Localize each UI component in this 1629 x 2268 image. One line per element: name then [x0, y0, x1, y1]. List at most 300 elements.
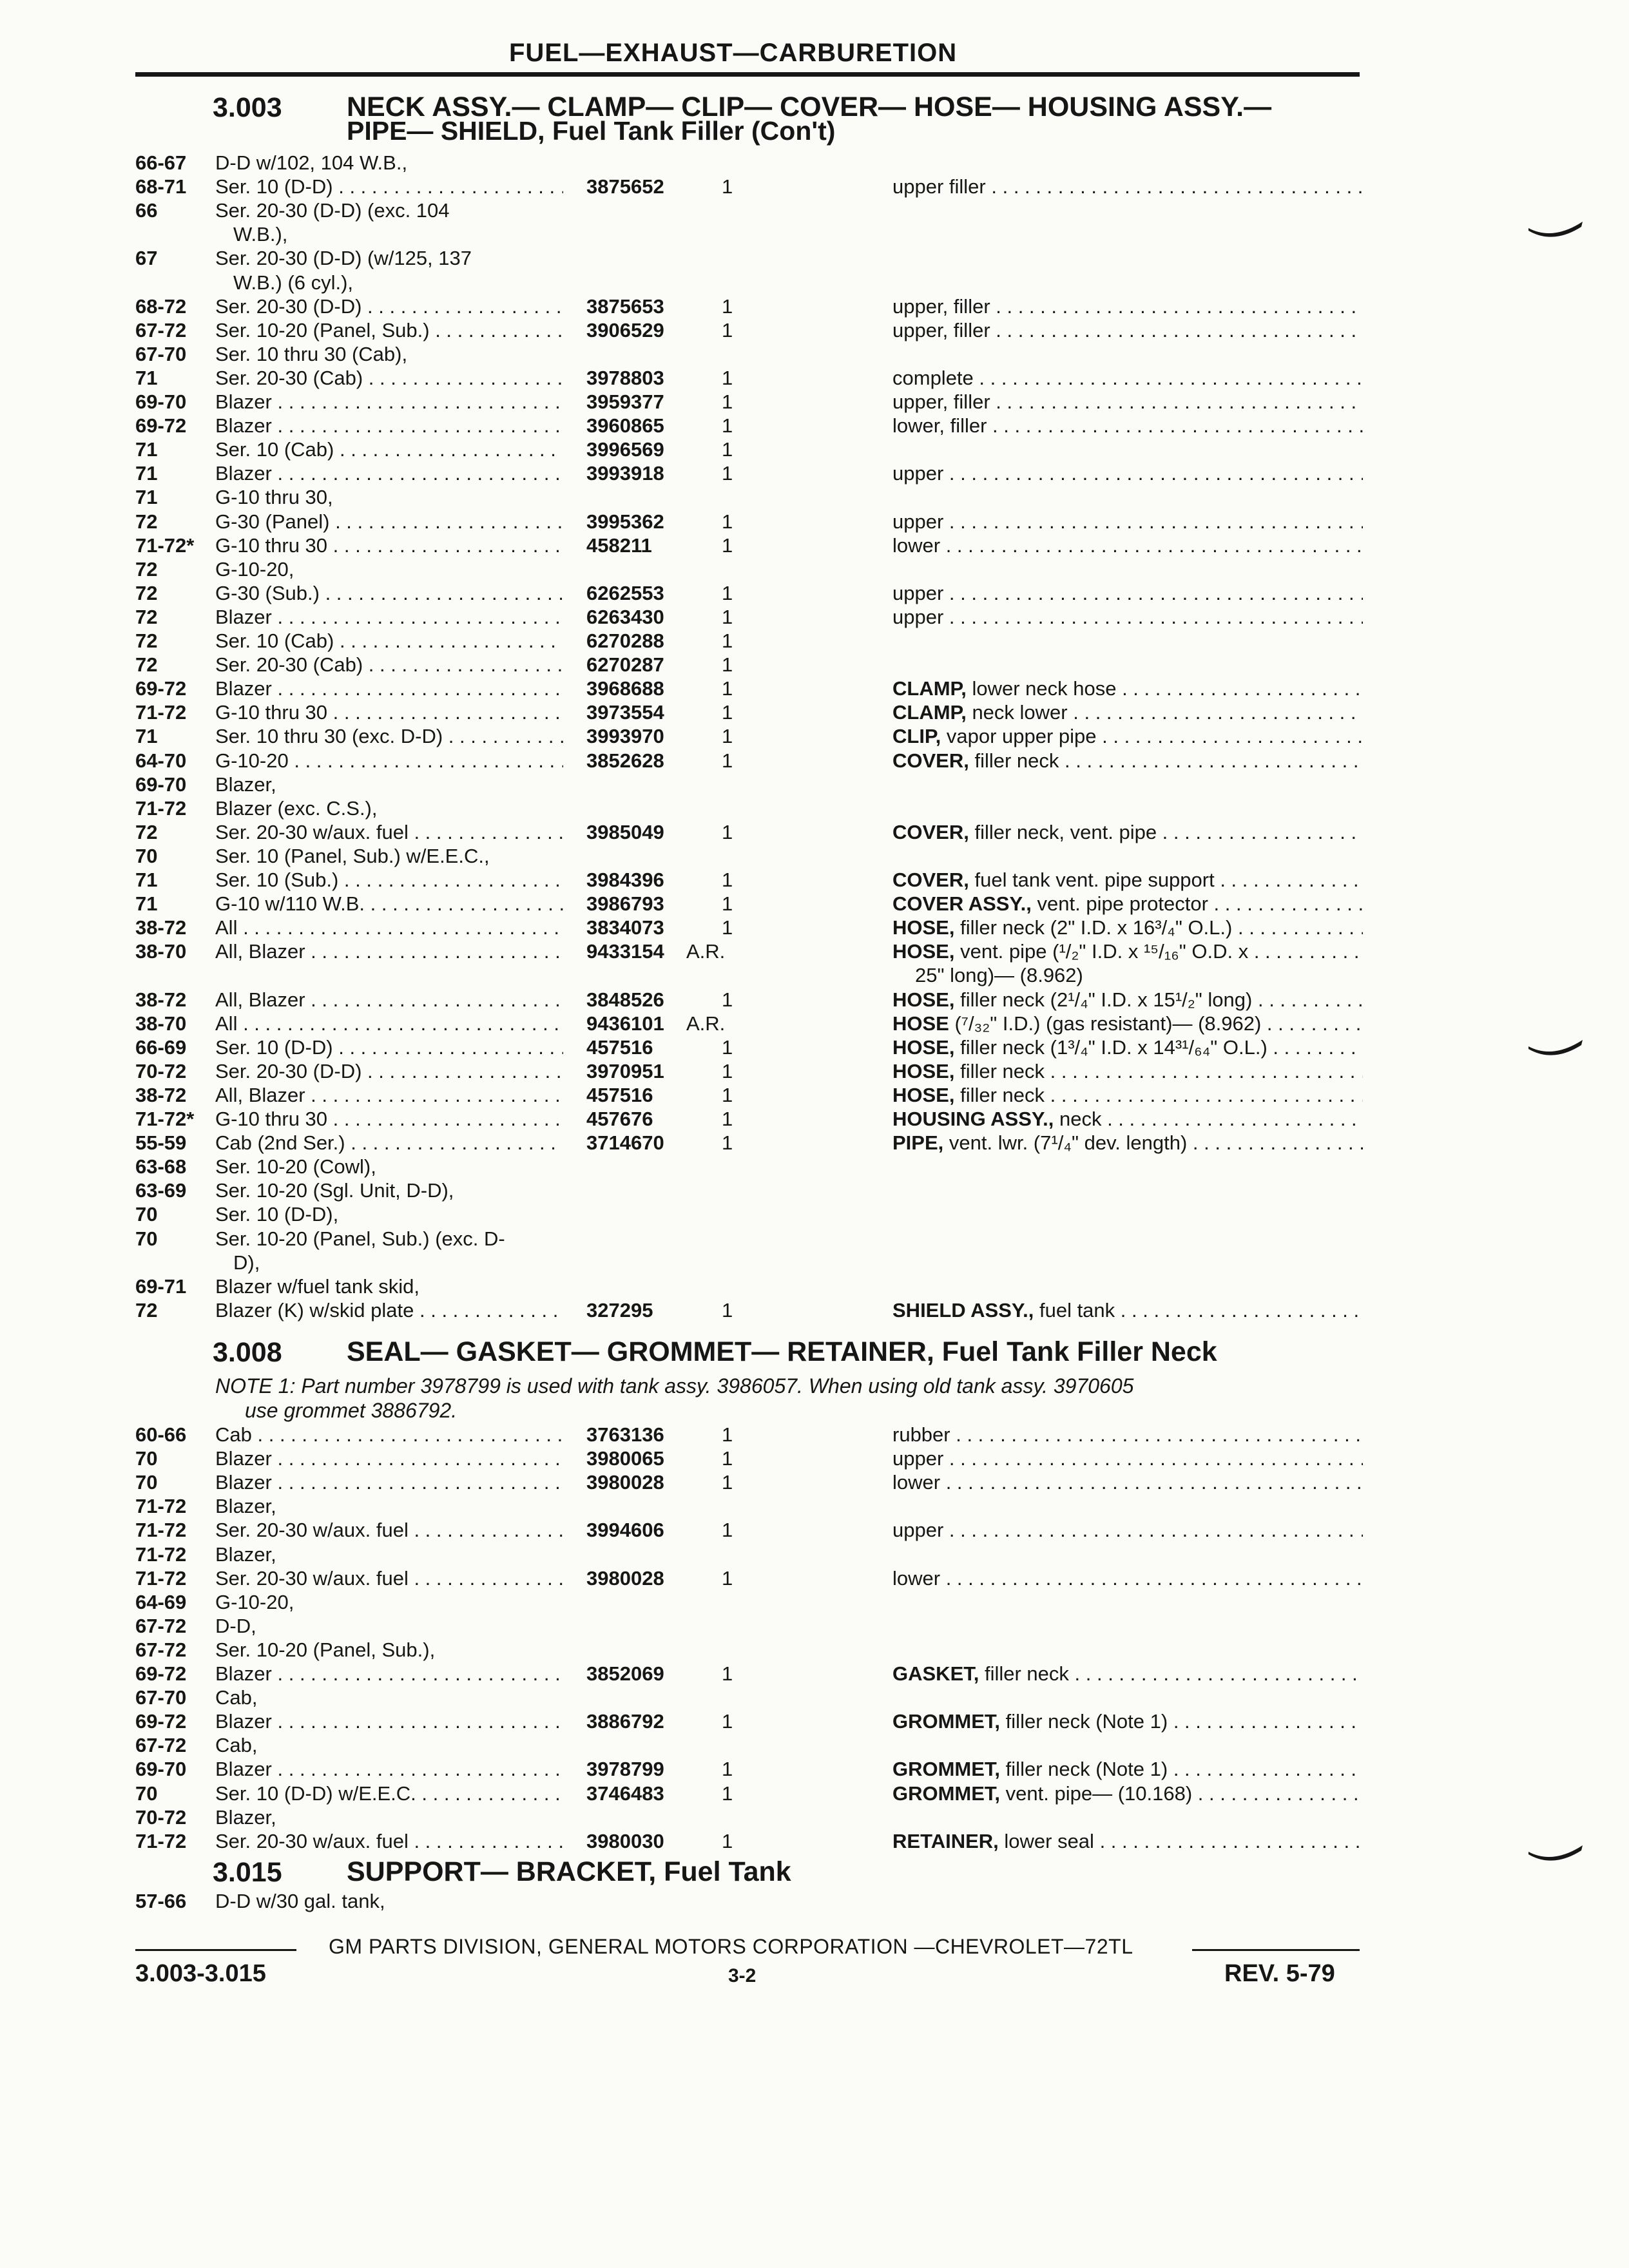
part-description [892, 700, 1363, 724]
quantity: 1 [722, 1423, 733, 1446]
margin-tick-mark [1527, 219, 1585, 245]
quantity: 1 [722, 892, 733, 916]
part-detail: filler neck (Note 1) [1000, 1710, 1168, 1733]
table-row [0, 414, 1629, 437]
model-years: 71 [135, 869, 158, 891]
part-description [892, 294, 1363, 318]
part-detail: upper [892, 1519, 944, 1542]
part-name: COVER, [892, 820, 969, 843]
model-years: 72 [135, 605, 158, 628]
part-detail: upper, filler [892, 390, 990, 413]
part-name: GROMMET, [892, 1782, 1001, 1805]
part-detail: upper [892, 1447, 944, 1470]
part-detail: rubber [892, 1423, 950, 1446]
section-number: 3.015 [213, 1857, 282, 1888]
quantity: 1 [722, 533, 733, 557]
table-row [0, 151, 1629, 175]
application-description: Ser. 10 thru 30 (exc. D-D) . . . [215, 724, 563, 748]
quantity: 1 [722, 294, 733, 318]
part-detail: filler neck [954, 1083, 1045, 1106]
application-description: W.B.), [233, 223, 288, 246]
application-description: Ser. 10-20 (Panel, Sub.) . . . [215, 318, 563, 342]
application-description: Blazer . . . [215, 1757, 563, 1781]
part-number: 3852628 [586, 749, 664, 772]
table-row [0, 700, 1629, 724]
quantity: 1 [722, 1710, 733, 1733]
part-detail: filler neck [969, 749, 1059, 772]
part-detail: upper [892, 510, 944, 533]
table-row [0, 1829, 1629, 1853]
part-detail: upper, filler [892, 294, 990, 318]
part-detail: fuel tank [1034, 1298, 1115, 1321]
part-description [892, 1518, 1363, 1542]
model-years: 69-72 [135, 1710, 187, 1733]
part-detail: lower [892, 1566, 941, 1590]
part-name: HOSE, [892, 988, 955, 1011]
part-name: COVER, [892, 749, 969, 772]
quantity: 1 [722, 677, 733, 700]
table-row [0, 437, 1629, 461]
application-description: Cab, [215, 1734, 258, 1757]
application-description: Ser. 20-30 (D-D) (exc. 104 [215, 199, 450, 222]
quantity: 1 [722, 1566, 733, 1590]
part-number: 6262553 [586, 581, 664, 604]
model-years: 70 [135, 844, 158, 867]
model-years: 57-66 [135, 1890, 187, 1912]
model-years: 71-72 [135, 701, 187, 724]
part-number: 3986793 [586, 892, 664, 916]
application-description: D-D, [215, 1614, 256, 1637]
table-row [0, 1590, 1629, 1614]
part-number: 458211 [586, 533, 652, 557]
model-years: 38-72 [135, 1083, 187, 1106]
part-number: 3959377 [586, 390, 664, 413]
margin-tick-mark [1527, 1843, 1585, 1869]
part-description [892, 1423, 1363, 1446]
model-years: 67-70 [135, 1686, 187, 1709]
application-description: Ser. 20-30 w/aux. fuel . . . [215, 1829, 563, 1853]
application-description: All, Blazer . . . [215, 1083, 563, 1107]
model-years: 66-67 [135, 151, 187, 174]
table-row [0, 1638, 1629, 1662]
application-description: D-D w/30 gal. tank, [215, 1890, 385, 1912]
part-number: 3994606 [586, 1519, 664, 1542]
model-years: 69-71 [135, 1274, 187, 1298]
part-detail: vent. lwr. (7¹/₄" dev. length) [943, 1131, 1188, 1155]
table-row [0, 510, 1629, 533]
quantity: 1 [722, 414, 733, 437]
quantity: 1 [722, 581, 733, 604]
table-row [0, 939, 1629, 963]
part-detail: filler neck (Note 1) [1000, 1758, 1168, 1781]
application-description: Blazer (exc. C.S.), [215, 796, 378, 820]
table-row [0, 1423, 1629, 1446]
table-row [0, 749, 1629, 773]
model-years: 38-72 [135, 988, 187, 1011]
part-number: 3996569 [586, 438, 664, 461]
part-description [892, 318, 1363, 342]
part-description [892, 1470, 1363, 1494]
table-row [0, 461, 1629, 485]
part-detail: lower [892, 1471, 941, 1494]
model-years: 72 [135, 653, 158, 677]
part-number: 3906529 [586, 318, 664, 341]
application-description: Ser. 20-30 (Cab) . . . [215, 366, 563, 390]
footer-rule-left [135, 1949, 296, 1951]
application-description: Blazer (K) w/skid plate . . . [215, 1298, 563, 1322]
table-row [0, 963, 1629, 987]
part-number: 3746483 [586, 1782, 664, 1805]
model-years: 71-72 [135, 796, 187, 820]
part-number: 6270287 [586, 653, 664, 677]
application-description: Ser. 20-30 w/aux. fuel . . . [215, 1518, 563, 1542]
quantity: 1 [722, 1059, 733, 1082]
application-description: G-10-20, [215, 557, 294, 581]
part-number: 3980028 [586, 1471, 664, 1494]
table-row [0, 1470, 1629, 1494]
table-row [0, 198, 1629, 222]
table-row [0, 222, 1629, 246]
model-years: 64-70 [135, 749, 187, 772]
model-years: 71-72* [135, 533, 195, 557]
part-name: GROMMET, [892, 1758, 1001, 1781]
part-description [892, 1083, 1363, 1107]
part-description [892, 1709, 1363, 1733]
part-number: 327295 [586, 1298, 653, 1321]
quantity: 1 [722, 390, 733, 413]
quantity: 1 [722, 701, 733, 724]
model-years: 68-71 [135, 175, 187, 198]
part-number: 3993970 [586, 725, 664, 748]
application-description: Cab . . . [215, 1423, 563, 1446]
table-row [0, 1083, 1629, 1107]
part-number: 3985049 [586, 820, 664, 843]
table-row [0, 1566, 1629, 1590]
application-description: Ser. 10 thru 30 (Cab), [215, 342, 408, 365]
part-name: HOSE, [892, 1059, 955, 1082]
part-number: 3848526 [586, 988, 664, 1011]
application-description: Blazer, [215, 1495, 276, 1518]
part-detail: filler neck (2" I.D. x 16³/₄" O.L.) [954, 916, 1233, 939]
quantity: 1 [722, 653, 733, 677]
part-number: 3852069 [586, 1662, 664, 1685]
model-years: 69-72 [135, 1662, 187, 1685]
application-description: Blazer, [215, 1542, 276, 1566]
table-row [0, 1251, 1629, 1274]
part-description [892, 414, 1363, 437]
quantity: 1 [722, 462, 733, 485]
part-name: SHIELD ASSY., [892, 1298, 1034, 1321]
application-description: Blazer . . . [215, 677, 563, 700]
application-description: Ser. 10 (D-D) . . . [215, 175, 563, 198]
application-description: Ser. 20-30 (D-D) . . . [215, 1059, 563, 1083]
quantity: 1 [722, 1829, 733, 1852]
part-number: 6270288 [586, 629, 664, 652]
part-name: COVER ASSY., [892, 892, 1032, 916]
model-years: 69-70 [135, 390, 187, 413]
model-years: 38-70 [135, 1012, 187, 1035]
table-row [0, 1012, 1629, 1035]
table-row [0, 485, 1629, 509]
application-description: Ser. 20-30 w/aux. fuel . . . [215, 820, 563, 844]
model-years: 71 [135, 438, 158, 461]
table-row [0, 175, 1629, 198]
table-row [0, 366, 1629, 390]
quantity: 1 [722, 366, 733, 389]
part-number: 3970951 [586, 1059, 664, 1082]
application-description: Ser. 10 (Panel, Sub.) w/E.E.C., [215, 844, 490, 867]
part-name: HOSE, [892, 940, 955, 963]
part-name: HOSE, [892, 1035, 955, 1059]
table-row [0, 1686, 1629, 1709]
part-description [892, 510, 1363, 533]
model-years: 71 [135, 366, 158, 389]
part-detail: fuel tank vent. pipe support [969, 869, 1215, 891]
table-row [0, 796, 1629, 820]
model-years: 66-69 [135, 1035, 187, 1059]
part-description [892, 533, 1363, 557]
table-row [0, 1155, 1629, 1178]
part-number: 3960865 [586, 414, 664, 437]
application-description: Blazer . . . [215, 1662, 563, 1686]
part-number: 457516 [586, 1035, 653, 1059]
table-row [0, 246, 1629, 270]
quantity: 1 [722, 1662, 733, 1685]
part-detail: complete [892, 366, 974, 389]
part-detail: filler neck, vent. pipe [969, 820, 1157, 843]
part-detail: vapor upper pipe [941, 725, 1097, 748]
application-description: W.B.) (6 cyl.), [233, 271, 353, 294]
model-years: 67-72 [135, 1614, 187, 1637]
part-description [892, 1131, 1363, 1155]
part-detail: upper [892, 462, 944, 485]
table-row [0, 1782, 1629, 1805]
table-row [0, 1446, 1629, 1470]
application-description: All, Blazer . . . [215, 939, 563, 963]
part-number: 3980030 [586, 1829, 664, 1852]
part-number: 9433154 [586, 940, 664, 963]
model-years: 72 [135, 820, 158, 843]
table-row [0, 892, 1629, 916]
part-description [892, 1059, 1363, 1083]
model-years: 72 [135, 1298, 158, 1321]
table-row [0, 916, 1629, 939]
application-description: G-10-20, [215, 1590, 294, 1613]
part-detail: vent. pipe (¹/₂" I.D. x ¹⁵/₁₆" O.D. x [954, 940, 1249, 963]
part-description [892, 581, 1363, 605]
section-number: 3.003 [213, 92, 282, 123]
table-row [0, 1542, 1629, 1566]
part-name: HOUSING ASSY., [892, 1108, 1054, 1130]
model-years: 71-72 [135, 1495, 187, 1518]
application-description: D-D w/102, 104 W.B., [215, 151, 408, 174]
quantity: 1 [722, 605, 733, 628]
part-detail: vent. pipe protector [1031, 892, 1208, 916]
application-description: G-30 (Sub.) . . . [215, 581, 563, 605]
part-name: HOSE, [892, 916, 955, 939]
table-row [0, 773, 1629, 796]
quantity: 1 [722, 1108, 733, 1130]
part-description [892, 366, 1363, 390]
part-name: HOSE [892, 1012, 949, 1035]
application-description: Blazer . . . [215, 1446, 563, 1470]
application-description: Cab, [215, 1686, 258, 1709]
table-row [0, 653, 1629, 677]
table-row [0, 1494, 1629, 1518]
model-years: 69-72 [135, 677, 187, 700]
part-detail: neck [1054, 1108, 1102, 1130]
part-number: 3886792 [586, 1710, 664, 1733]
table-row [0, 677, 1629, 700]
quantity: 1 [722, 1083, 733, 1106]
model-years: 71 [135, 892, 158, 916]
table-row [0, 605, 1629, 629]
part-number: 457676 [586, 1108, 653, 1130]
model-years: 55-59 [135, 1131, 187, 1155]
table-row [0, 1733, 1629, 1757]
quantity: 1 [722, 1131, 733, 1155]
part-detail: lower neck hose [966, 677, 1117, 700]
table-row [0, 1202, 1629, 1226]
model-years: 67-72 [135, 1638, 187, 1661]
model-years: 71-72 [135, 1542, 187, 1566]
part-number: 3973554 [586, 701, 664, 724]
table-row [0, 1107, 1629, 1131]
part-detail: 25" long)— (8.962) [915, 964, 1083, 987]
margin-tick-mark [1527, 1037, 1585, 1063]
model-years: 72 [135, 510, 158, 533]
model-years: 72 [135, 629, 158, 652]
table-row [0, 294, 1629, 318]
part-description [892, 1107, 1363, 1131]
running-head: FUEL—EXHAUST—CARBURETION [509, 39, 958, 67]
model-years: 71-72 [135, 1519, 187, 1542]
application-description: G-30 (Panel) . . . [215, 510, 563, 533]
model-years: 67-72 [135, 1734, 187, 1757]
part-number: 3984396 [586, 869, 664, 891]
part-description [892, 916, 1363, 939]
application-description: Blazer, [215, 1805, 276, 1829]
application-description: Blazer w/fuel tank skid, [215, 1274, 420, 1298]
table-row [0, 1518, 1629, 1542]
part-description [892, 605, 1363, 629]
table-row [0, 844, 1629, 868]
application-description: Ser. 10 (D-D) w/E.E.C. . . . [215, 1782, 563, 1805]
quantity: 1 [722, 869, 733, 891]
part-number: 3875653 [586, 294, 664, 318]
part-detail: upper, filler [892, 318, 990, 341]
part-description [892, 1298, 1363, 1322]
part-number: 3968688 [586, 677, 664, 700]
table-row [0, 1035, 1629, 1059]
table-row [0, 1298, 1629, 1322]
part-name: GROMMET, [892, 1710, 1001, 1733]
model-years: 63-69 [135, 1179, 187, 1202]
part-name: PIPE, [892, 1131, 944, 1155]
section-title-continued: PIPE— SHIELD, Fuel Tank Filler (Con't) [347, 116, 836, 146]
application-description: Ser. 10-20 (Sgl. Unit, D-D), [215, 1179, 454, 1202]
part-name: GASKET, [892, 1662, 979, 1685]
part-name: RETAINER, [892, 1829, 999, 1852]
application-description: Ser. 20-30 (D-D) (w/125, 137 [215, 247, 472, 270]
table-row [0, 271, 1629, 294]
model-years: 70 [135, 1227, 158, 1250]
part-number: 3978803 [586, 366, 664, 389]
part-detail: (⁷/₃₂" I.D.) (gas resistant)— (8.962) [949, 1012, 1262, 1035]
part-description [892, 1662, 1363, 1686]
part-description [892, 820, 1363, 844]
part-detail: upper [892, 581, 944, 604]
quantity: 1 [722, 1447, 733, 1470]
model-years: 60-66 [135, 1423, 187, 1446]
table-row [0, 390, 1629, 414]
model-years: 70 [135, 1782, 158, 1805]
table-row [0, 1662, 1629, 1686]
model-years: 69-72 [135, 414, 187, 437]
part-detail: upper [892, 605, 944, 628]
quantity: 1 [722, 175, 733, 198]
application-description: G-10-20 . . . [215, 749, 563, 773]
part-number: 3978799 [586, 1758, 664, 1781]
part-description [892, 1012, 1363, 1035]
part-number: 3980065 [586, 1447, 664, 1470]
table-row [0, 1059, 1629, 1083]
quantity: A.R. [686, 1012, 726, 1035]
revision-date: REV. 5-79 [1224, 1960, 1335, 1987]
part-number: 457516 [586, 1083, 653, 1106]
part-name: HOSE, [892, 1083, 955, 1106]
table-row [0, 1178, 1629, 1202]
part-description [892, 724, 1363, 748]
table-row [0, 318, 1629, 342]
application-description: Blazer . . . [215, 605, 563, 629]
quantity: 1 [722, 1035, 733, 1059]
model-years: 67-72 [135, 318, 187, 341]
part-description [892, 390, 1363, 414]
table-row [0, 1889, 1629, 1913]
part-number: 3980028 [586, 1566, 664, 1590]
page-number: 3-2 [728, 1965, 757, 1986]
application-description: All . . . [215, 916, 563, 939]
model-years: 67-70 [135, 342, 187, 365]
application-description: Ser. 10-20 (Cowl), [215, 1155, 376, 1178]
table-row [0, 557, 1629, 581]
part-detail: filler neck [954, 1059, 1045, 1082]
quantity: 1 [722, 1471, 733, 1494]
application-description: Ser. 20-30 w/aux. fuel . . . [215, 1566, 563, 1590]
footer-rule-right [1192, 1949, 1360, 1951]
model-years: 70 [135, 1203, 158, 1226]
application-description: Blazer, [215, 773, 276, 796]
quantity: 1 [722, 318, 733, 341]
model-years: 70-72 [135, 1805, 187, 1829]
table-row [0, 581, 1629, 605]
part-name: CLAMP, [892, 677, 967, 700]
model-years: 68-72 [135, 294, 187, 318]
model-years: 70 [135, 1471, 158, 1494]
application-description: Ser. 20-30 (Cab) . . . [215, 653, 563, 677]
application-description: G-10 thru 30 . . . [215, 533, 563, 557]
quantity: 1 [722, 820, 733, 843]
footer-section-range: 3.003-3.015 [135, 1960, 266, 1987]
model-years: 66 [135, 199, 158, 222]
part-name: COVER, [892, 869, 969, 891]
quantity: 1 [722, 725, 733, 748]
model-years: 71 [135, 725, 158, 748]
part-number: 3995362 [586, 510, 664, 533]
quantity: 1 [722, 1758, 733, 1781]
application-description: Ser. 10 (Cab) . . . [215, 629, 563, 653]
